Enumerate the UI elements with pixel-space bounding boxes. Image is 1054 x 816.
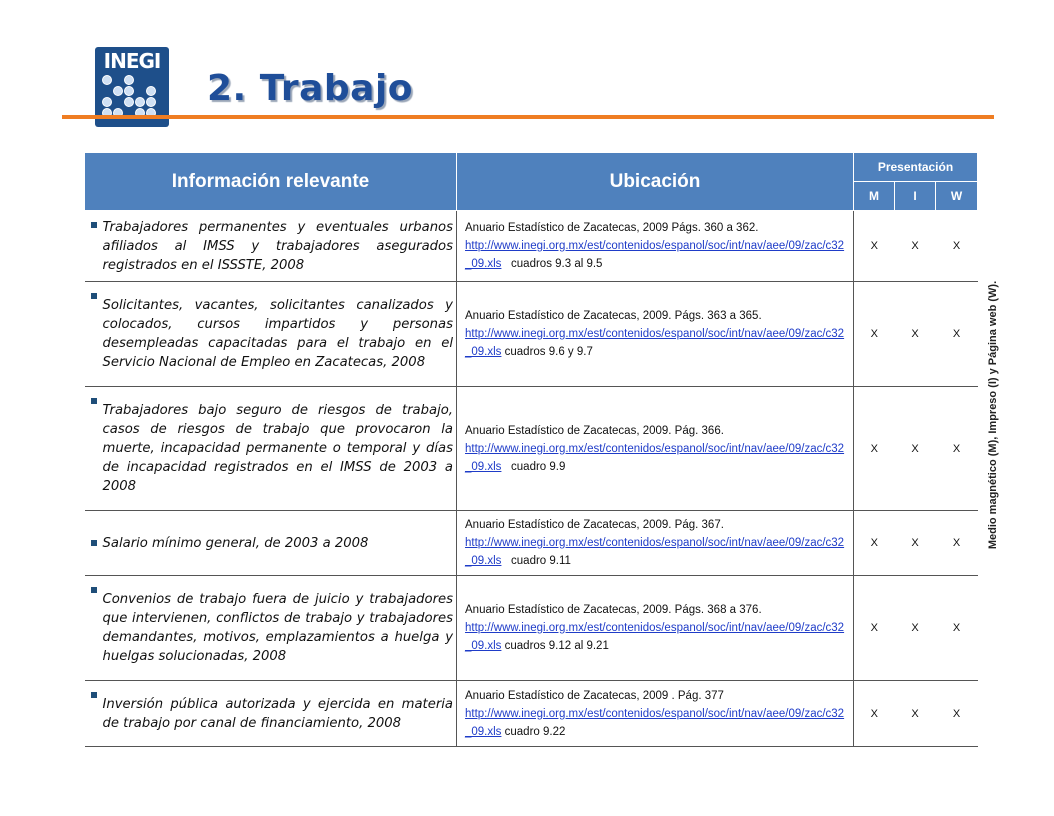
info-cell — [85, 511, 457, 576]
source-link[interactable]: http://www.inegi.org.mx/est/contenidos/espanol/soc/int/nav/aee/09/zac/c32_09.xls — [465, 622, 845, 652]
table-row — [85, 681, 978, 747]
bullet-icon — [91, 692, 97, 698]
mark-m: X — [854, 282, 895, 387]
info-text: Solicitantes, vacantes, solicitantes canalizados y colocados, cursos impartidos y personas desempleadas capacitadas para el trabajo en el Servicio Nacional de Empleo en Zacatecas, 2008 — [102, 298, 453, 370]
cuadros-text: cuadro 9.22 — [504, 725, 566, 738]
mark-i: X — [895, 387, 936, 511]
location-cell — [457, 681, 854, 747]
table-row — [85, 211, 978, 282]
logo-dot — [124, 86, 134, 96]
table-row — [85, 282, 978, 387]
presentation-legend — [983, 256, 1003, 574]
logo-dot — [102, 75, 112, 85]
info-cell — [85, 282, 457, 387]
table-row — [85, 511, 978, 576]
mark-w: X — [936, 576, 978, 681]
cuadros-text: cuadros 9.3 al 9.5 — [511, 258, 603, 270]
source-link[interactable]: http://www.inegi.org.mx/est/contenidos/espanol/soc/int/nav/aee/09/zac/c32_09.xls — [465, 707, 845, 738]
header-w: W — [936, 182, 978, 211]
cuadros-text: cuadro 9.9 — [511, 460, 566, 473]
cuadros-text: cuadro 9.11 — [511, 555, 571, 567]
mark-i: X — [895, 681, 936, 747]
location-cell — [457, 511, 854, 576]
location-cell — [457, 387, 854, 511]
source-link[interactable]: http://www.inegi.org.mx/est/contenidos/espanol/soc/int/nav/aee/09/zac/c32_09.xls — [465, 442, 845, 473]
source-text: Anuario Estadístico de Zacatecas, 2009. Pág. 366. — [465, 424, 724, 437]
logo-dot — [124, 97, 134, 107]
source-link[interactable]: http://www.inegi.org.mx/est/contenidos/espanol/soc/int/nav/aee/09/zac/c32_09.xls — [465, 537, 845, 567]
mark-w: X — [936, 282, 978, 387]
info-text: Trabajadores bajo seguro de riesgos de trabajo, casos de riesgos de trabajo que provocaron la muerte, incapacidad permanente o temporal y días de incapacidad registrados en el IMSS de 2003 a 2008 — [102, 403, 453, 494]
source-link[interactable]: http://www.inegi.org.mx/est/contenidos/espanol/soc/int/nav/aee/09/zac/c32_09.xls — [465, 240, 845, 270]
header-ubicacion: Ubicación — [457, 153, 854, 211]
logo-dot — [102, 97, 112, 107]
header-informacion: Información relevante — [85, 153, 457, 211]
source-text: Anuario Estadístico de Zacatecas, 2009. Págs. 363 a 365. — [465, 310, 762, 322]
mark-m: X — [854, 211, 895, 282]
location-cell — [457, 576, 854, 681]
location-cell — [457, 211, 854, 282]
info-cell — [85, 681, 457, 747]
mark-m: X — [854, 511, 895, 576]
logo-dot — [113, 86, 123, 96]
bullet-icon — [91, 540, 97, 546]
info-text: Convenios de trabajo fuera de juicio y trabajadores que intervienen, conflictos de trabajo y trabajadores demandantes, motivos, emplazamientos a huelga y huelgas solucionadas, 2008 — [102, 592, 453, 664]
source-link[interactable]: http://www.inegi.org.mx/est/contenidos/espanol/soc/int/nav/aee/09/zac/c32_09.xls — [465, 328, 845, 358]
bullet-icon — [91, 398, 97, 404]
bullet-icon — [91, 222, 97, 228]
mark-i: X — [895, 576, 936, 681]
legend-text: Medio magnético (M), Impreso (I) y Página web (W). — [987, 280, 999, 550]
table-row — [85, 387, 978, 511]
mark-m: X — [854, 576, 895, 681]
mark-i: X — [895, 282, 936, 387]
header-presentacion: Presentación — [854, 153, 978, 182]
mark-m: X — [854, 387, 895, 511]
title-divider — [62, 115, 994, 119]
info-text: Inversión pública autorizada y ejercida en materia de trabajo por canal de financiamiento, 2008 — [102, 696, 453, 731]
mark-w: X — [936, 211, 978, 282]
mark-i: X — [895, 511, 936, 576]
mark-w: X — [936, 511, 978, 576]
info-table — [84, 152, 978, 747]
mark-m: X — [854, 681, 895, 747]
info-text: Trabajadores permanentes y eventuales urbanos afiliados al IMSS y trabajadores asegurados registrados en el ISSSTE, 2008 — [102, 219, 453, 273]
logo-dot — [146, 86, 156, 96]
logo-text: INEGI — [103, 49, 161, 73]
logo-dot — [124, 75, 134, 85]
mark-i: X — [895, 211, 936, 282]
source-text: Anuario Estadístico de Zacatecas, 2009. Pág. 367. — [465, 519, 724, 531]
mark-w: X — [936, 681, 978, 747]
header-i: I — [895, 182, 936, 211]
info-cell — [85, 576, 457, 681]
table-row — [85, 576, 978, 681]
source-text: Anuario Estadístico de Zacatecas, 2009. Págs. 368 a 376. — [465, 604, 762, 616]
source-text: Anuario Estadístico de Zacatecas, 2009 . Pág. 377 — [465, 689, 724, 702]
info-text: Salario mínimo general, de 2003 a 2008 — [102, 535, 369, 551]
info-cell — [85, 211, 457, 282]
logo-dot — [146, 97, 156, 107]
cuadros-text: cuadros 9.6 y 9.7 — [504, 346, 593, 358]
bullet-icon — [91, 587, 97, 593]
logo-dot — [135, 97, 145, 107]
source-text: Anuario Estadístico de Zacatecas, 2009 Págs. 360 a 362. — [465, 222, 759, 234]
location-cell — [457, 282, 854, 387]
cuadros-text: cuadros 9.12 al 9.21 — [504, 640, 609, 652]
page-title: 2. Trabajo — [207, 68, 414, 109]
header-m: M — [854, 182, 895, 211]
mark-w: X — [936, 387, 978, 511]
bullet-icon — [91, 293, 97, 299]
info-cell — [85, 387, 457, 511]
